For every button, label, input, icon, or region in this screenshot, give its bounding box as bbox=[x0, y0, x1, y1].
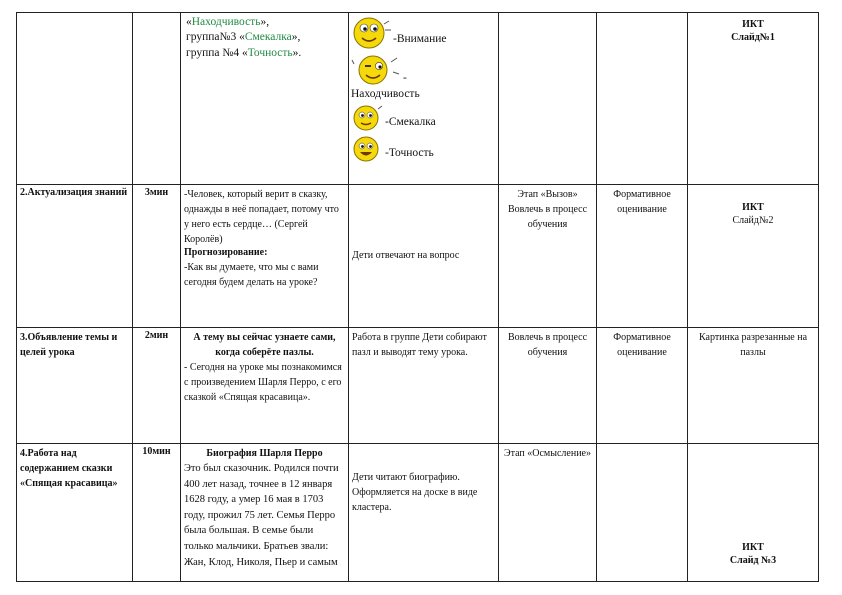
goal-cell bbox=[499, 185, 597, 328]
assessment-cell bbox=[597, 328, 688, 444]
students-activity-text: Работа в группе Дети собирают пазл и выводят тему урока. bbox=[352, 332, 487, 358]
duration-cell bbox=[133, 444, 181, 582]
stage-cell bbox=[17, 13, 133, 185]
teacher-content-cell bbox=[181, 185, 349, 328]
duration-cell bbox=[133, 13, 181, 185]
goal-cell bbox=[499, 328, 597, 444]
stage-cell bbox=[17, 444, 133, 582]
resources-cell bbox=[688, 444, 819, 582]
stage-cell bbox=[17, 185, 133, 328]
students-activity-cell bbox=[349, 328, 499, 444]
teacher-content-cell bbox=[181, 444, 349, 582]
group-name-accuracy: Точность bbox=[247, 46, 293, 59]
forecast-question: -Как вы думаете, что мы с вами сегодня будем делать на уроке? bbox=[184, 261, 319, 288]
smiley-label-attention: -Внимание bbox=[393, 33, 447, 45]
students-activity-text: Дети отвечают на вопрос bbox=[352, 249, 460, 261]
goal-text: Этап «Вызов» Вовлечь в процесс обучения bbox=[507, 189, 588, 230]
duration-value: 3мин bbox=[144, 187, 169, 198]
stage-title: 4.Работа над содержанием сказки «Спящая красавица» bbox=[20, 448, 118, 489]
table-row bbox=[17, 328, 819, 444]
assessment-text: Формативное оценивание bbox=[613, 332, 671, 358]
smiley-label-resourcefulness: Находчивость bbox=[351, 88, 420, 100]
resources-cell bbox=[688, 328, 819, 444]
smiley-label-smekalka: -Смекалка bbox=[385, 116, 436, 129]
biography-text: Это был сказочник. Родился почти 400 лет назад, точнее в 12 января 1628 году, а умер 16 мая в 1703 году, прожил 75 лет. Семья Перро была большая. В семье были только мальчики. Братьев звали: Жан, Клод, Николя, Пьер и самым bbox=[184, 463, 339, 568]
stage-title: 2.Актуализация знаний bbox=[20, 187, 128, 198]
smiley-thinking-icon bbox=[351, 103, 385, 133]
slide-label: Слайд№1 bbox=[731, 32, 775, 43]
quote-text: -Человек, который верит в сказку, однажды в неё попадает, потому что у него есть сердце… (Сергей Королёв) bbox=[184, 189, 339, 245]
resources-text: Картинка разрезанные на пазлы bbox=[698, 332, 808, 358]
goal-cell bbox=[499, 444, 597, 582]
assessment-cell bbox=[597, 13, 688, 185]
forecast-heading: Прогнозирование: bbox=[184, 247, 268, 258]
assessment-cell bbox=[597, 444, 688, 582]
resources-cell bbox=[688, 185, 819, 328]
resources-cell bbox=[688, 13, 819, 185]
slide-label: Слайд №3 bbox=[729, 555, 777, 566]
goal-text: Этап «Осмысление» bbox=[504, 448, 591, 459]
smiley-happy-icon bbox=[351, 134, 385, 164]
students-activity-cell bbox=[349, 185, 499, 328]
lesson-plan-table bbox=[16, 12, 819, 582]
assessment-text: Формативное оценивание bbox=[613, 189, 671, 215]
biography-heading: Биография Шарля Перро bbox=[206, 448, 323, 459]
duration-value: 10мин bbox=[142, 446, 171, 457]
ikt-label: ИКТ bbox=[742, 19, 764, 30]
smiley-label-accuracy: -Точность bbox=[385, 147, 434, 160]
smiley-face-icon bbox=[351, 14, 393, 52]
group-name-smekalka: Смекалка bbox=[244, 31, 292, 44]
table-row bbox=[17, 185, 819, 328]
goal-cell bbox=[499, 13, 597, 185]
ikt-label: ИКТ bbox=[742, 202, 764, 213]
stage-cell bbox=[17, 328, 133, 444]
topic-text: - Сегодня на уроке мы познакомимся с произведением Шарля Перро, с его сказкой «Спящая красавица». bbox=[184, 362, 342, 403]
ikt-label: ИКТ bbox=[742, 542, 764, 553]
table-row bbox=[17, 444, 819, 582]
students-activity-text: Дети читают биографию. Оформляется на доске в виде кластера. bbox=[352, 472, 478, 513]
students-activity-cell bbox=[349, 444, 499, 582]
group-name-resourcefulness: Находчивость bbox=[191, 16, 261, 28]
smiley-wink-icon bbox=[351, 52, 403, 86]
teacher-content-cell bbox=[181, 13, 349, 185]
puzzle-heading: А тему вы сейчас узнаете сами, когда соберёте пазлы. bbox=[193, 332, 336, 358]
group-names: «Находчивость», группа№3 «Смекалка», группа №4 «Точность». bbox=[186, 16, 302, 59]
duration-cell bbox=[133, 328, 181, 444]
duration-value: 2мин bbox=[144, 330, 169, 341]
goal-text: Вовлечь в процесс обучения bbox=[507, 332, 588, 358]
students-activity-cell bbox=[349, 13, 499, 185]
duration-cell bbox=[133, 185, 181, 328]
assessment-cell bbox=[597, 185, 688, 328]
table-row bbox=[17, 13, 819, 185]
stage-title: 3.Объявление темы и целей урока bbox=[20, 332, 118, 358]
slide-label: Слайд№2 bbox=[732, 215, 774, 226]
smiley-label-dash: - bbox=[403, 72, 407, 84]
teacher-content-cell bbox=[181, 328, 349, 444]
